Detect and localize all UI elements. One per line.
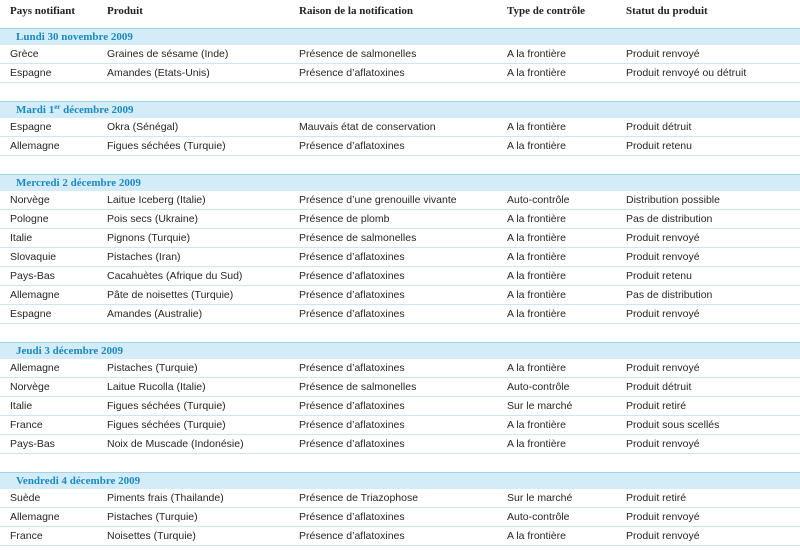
cell-produit: Pâte de noisettes (Turquie) — [107, 289, 234, 301]
table-row — [0, 137, 800, 156]
cell-statut-produit: Produit détruit — [626, 381, 692, 393]
cell-raison-notification: Présence d’aflatoxines — [299, 67, 405, 79]
cell-raison-notification: Présence de salmonelles — [299, 232, 417, 244]
cell-pays-notifiant: Suède — [10, 492, 41, 504]
cell-statut-produit: Produit retiré — [626, 492, 687, 504]
cell-raison-notification: Présence d’aflatoxines — [299, 530, 405, 542]
cell-raison-notification: Présence d’aflatoxines — [299, 419, 405, 431]
section-date-header — [0, 28, 800, 45]
day-section — [0, 174, 800, 324]
cell-produit: Okra (Sénégal) — [107, 121, 179, 133]
cell-pays-notifiant: Pays-Bas — [10, 438, 55, 450]
cell-statut-produit: Produit renvoyé — [626, 530, 700, 542]
cell-type-controle: A la frontière — [507, 213, 566, 225]
cell-pays-notifiant: Pologne — [10, 213, 49, 225]
cell-statut-produit: Produit sous scellés — [626, 419, 720, 431]
cell-statut-produit: Produit renvoyé ou détruit — [626, 67, 747, 79]
cell-produit: Figues séchées (Turquie) — [107, 400, 226, 412]
cell-statut-produit: Produit renvoyé — [626, 48, 700, 60]
cell-statut-produit: Distribution possible — [626, 194, 720, 206]
table-body — [0, 28, 800, 546]
cell-raison-notification: Présence de salmonelles — [299, 48, 417, 60]
cell-type-controle: A la frontière — [507, 140, 566, 152]
column-header-type-controle: Type de contrôle — [507, 5, 586, 17]
cell-type-controle: A la frontière — [507, 438, 566, 450]
table-row — [0, 527, 800, 546]
cell-pays-notifiant: Allemagne — [10, 362, 60, 374]
cell-produit: Pistaches (Turquie) — [107, 362, 198, 374]
cell-produit: Piments frais (Thailande) — [107, 492, 224, 504]
table-row — [0, 508, 800, 527]
cell-type-controle: A la frontière — [507, 419, 566, 431]
cell-raison-notification: Présence d’aflatoxines — [299, 270, 405, 282]
section-date: Mardi 1 — [16, 104, 55, 116]
cell-statut-produit: Produit renvoyé — [626, 438, 700, 450]
section-date-header — [0, 342, 800, 359]
day-section — [0, 472, 800, 546]
cell-raison-notification: Présence d’aflatoxines — [299, 438, 405, 450]
cell-type-controle: A la frontière — [507, 530, 566, 542]
cell-statut-produit: Produit renvoyé — [626, 251, 700, 263]
table-row — [0, 305, 800, 324]
table-row — [0, 489, 800, 508]
cell-type-controle: A la frontière — [507, 251, 566, 263]
column-header-produit: Produit — [107, 5, 143, 17]
section-date: Lundi 30 novembre 2009 — [16, 31, 133, 43]
cell-type-controle: A la frontière — [507, 232, 566, 244]
column-header-statut-produit: Statut du produit — [626, 5, 708, 17]
cell-produit: Pois secs (Ukraine) — [107, 213, 199, 225]
cell-pays-notifiant: Pays-Bas — [10, 270, 55, 282]
section-date: Mercredi 2 décembre 2009 — [16, 177, 141, 189]
cell-type-controle: A la frontière — [507, 308, 566, 320]
column-header-raison-notification: Raison de la notification — [299, 5, 413, 17]
cell-type-controle: A la frontière — [507, 48, 566, 60]
cell-produit: Figues séchées (Turquie) — [107, 140, 226, 152]
table-row — [0, 118, 800, 137]
cell-statut-produit: Produit renvoyé — [626, 362, 700, 374]
table-row — [0, 286, 800, 305]
cell-type-controle: A la frontière — [507, 121, 566, 133]
cell-type-controle: A la frontière — [507, 67, 566, 79]
cell-statut-produit: Pas de distribution — [626, 213, 713, 225]
section-date-header — [0, 174, 800, 191]
cell-pays-notifiant: Espagne — [10, 308, 52, 320]
section-date: Vendredi 4 décembre 2009 — [16, 475, 141, 487]
section-date-header — [0, 472, 800, 489]
section-date: Jeudi 3 décembre 2009 — [16, 345, 124, 357]
cell-pays-notifiant: Slovaquie — [10, 251, 57, 263]
cell-produit: Graines de sésame (Inde) — [107, 48, 229, 60]
table-row — [0, 210, 800, 229]
cell-produit: Laitue Iceberg (Italie) — [107, 194, 206, 206]
cell-pays-notifiant: Norvège — [10, 194, 50, 206]
cell-produit: Pistaches (Turquie) — [107, 511, 198, 523]
cell-raison-notification: Présence d’aflatoxines — [299, 308, 405, 320]
cell-pays-notifiant: Norvège — [10, 381, 50, 393]
day-section — [0, 28, 800, 83]
cell-produit: Pignons (Turquie) — [107, 232, 191, 244]
cell-statut-produit: Pas de distribution — [626, 289, 713, 301]
cell-pays-notifiant: Italie — [10, 400, 33, 412]
cell-pays-notifiant: Espagne — [10, 67, 52, 79]
cell-pays-notifiant: Allemagne — [10, 140, 60, 152]
cell-produit: Noix de Muscade (Indonésie) — [107, 438, 244, 450]
cell-statut-produit: Produit détruit — [626, 121, 692, 133]
table-header-row — [0, 0, 800, 22]
cell-pays-notifiant: Allemagne — [10, 511, 60, 523]
table-row — [0, 397, 800, 416]
cell-produit: Laitue Rucolla (Italie) — [107, 381, 206, 393]
cell-raison-notification: Présence d’aflatoxines — [299, 289, 405, 301]
cell-pays-notifiant: France — [10, 419, 43, 431]
cell-raison-notification: Présence de plomb — [299, 213, 390, 225]
cell-raison-notification: Présence d’aflatoxines — [299, 511, 405, 523]
section-date-header — [0, 101, 800, 118]
cell-type-controle: Auto-contrôle — [507, 381, 570, 393]
cell-type-controle: A la frontière — [507, 362, 566, 374]
table-row — [0, 359, 800, 378]
cell-produit: Cacahuètes (Afrique du Sud) — [107, 270, 243, 282]
table-row — [0, 378, 800, 397]
cell-pays-notifiant: France — [10, 530, 43, 542]
cell-type-controle: Sur le marché — [507, 492, 573, 504]
cell-statut-produit: Produit retenu — [626, 140, 692, 152]
table-row — [0, 416, 800, 435]
cell-produit: Noisettes (Turquie) — [107, 530, 196, 542]
table-row — [0, 64, 800, 83]
cell-produit: Amandes (Australie) — [107, 308, 203, 320]
cell-produit: Pistaches (Iran) — [107, 251, 181, 263]
cell-raison-notification: Présence d’aflatoxines — [299, 140, 405, 152]
cell-type-controle: A la frontière — [507, 270, 566, 282]
cell-pays-notifiant: Italie — [10, 232, 33, 244]
day-section — [0, 101, 800, 156]
cell-statut-produit: Produit renvoyé — [626, 308, 700, 320]
cell-raison-notification: Mauvais état de conservation — [299, 121, 436, 133]
cell-type-controle: A la frontière — [507, 289, 566, 301]
cell-raison-notification: Présence de Triazophose — [299, 492, 419, 504]
table-row — [0, 435, 800, 454]
section-date-rest: décembre 2009 — [60, 104, 134, 116]
cell-produit: Figues séchées (Turquie) — [107, 419, 226, 431]
cell-raison-notification: Présence d’aflatoxines — [299, 362, 405, 374]
cell-type-controle: Auto-contrôle — [507, 511, 570, 523]
day-section — [0, 342, 800, 454]
table-row — [0, 229, 800, 248]
cell-pays-notifiant: Allemagne — [10, 289, 60, 301]
table-row — [0, 248, 800, 267]
cell-produit: Amandes (Etats-Unis) — [107, 67, 210, 79]
table-row — [0, 45, 800, 64]
cell-statut-produit: Produit retenu — [626, 270, 692, 282]
cell-raison-notification: Présence d’aflatoxines — [299, 400, 405, 412]
cell-pays-notifiant: Grèce — [10, 48, 39, 60]
section-date-superscript: er — [54, 103, 61, 111]
cell-type-controle: Auto-contrôle — [507, 194, 570, 206]
cell-statut-produit: Produit retiré — [626, 400, 687, 412]
table-row — [0, 191, 800, 210]
table-row — [0, 267, 800, 286]
cell-statut-produit: Produit renvoyé — [626, 511, 700, 523]
cell-pays-notifiant: Espagne — [10, 121, 52, 133]
cell-raison-notification: Présence d’aflatoxines — [299, 251, 405, 263]
cell-raison-notification: Présence d’une grenouille vivante — [299, 194, 457, 206]
column-header-pays-notifiant: Pays notifiant — [10, 5, 76, 17]
cell-statut-produit: Produit renvoyé — [626, 232, 700, 244]
cell-type-controle: Sur le marché — [507, 400, 573, 412]
cell-raison-notification: Présence de salmonelles — [299, 381, 417, 393]
